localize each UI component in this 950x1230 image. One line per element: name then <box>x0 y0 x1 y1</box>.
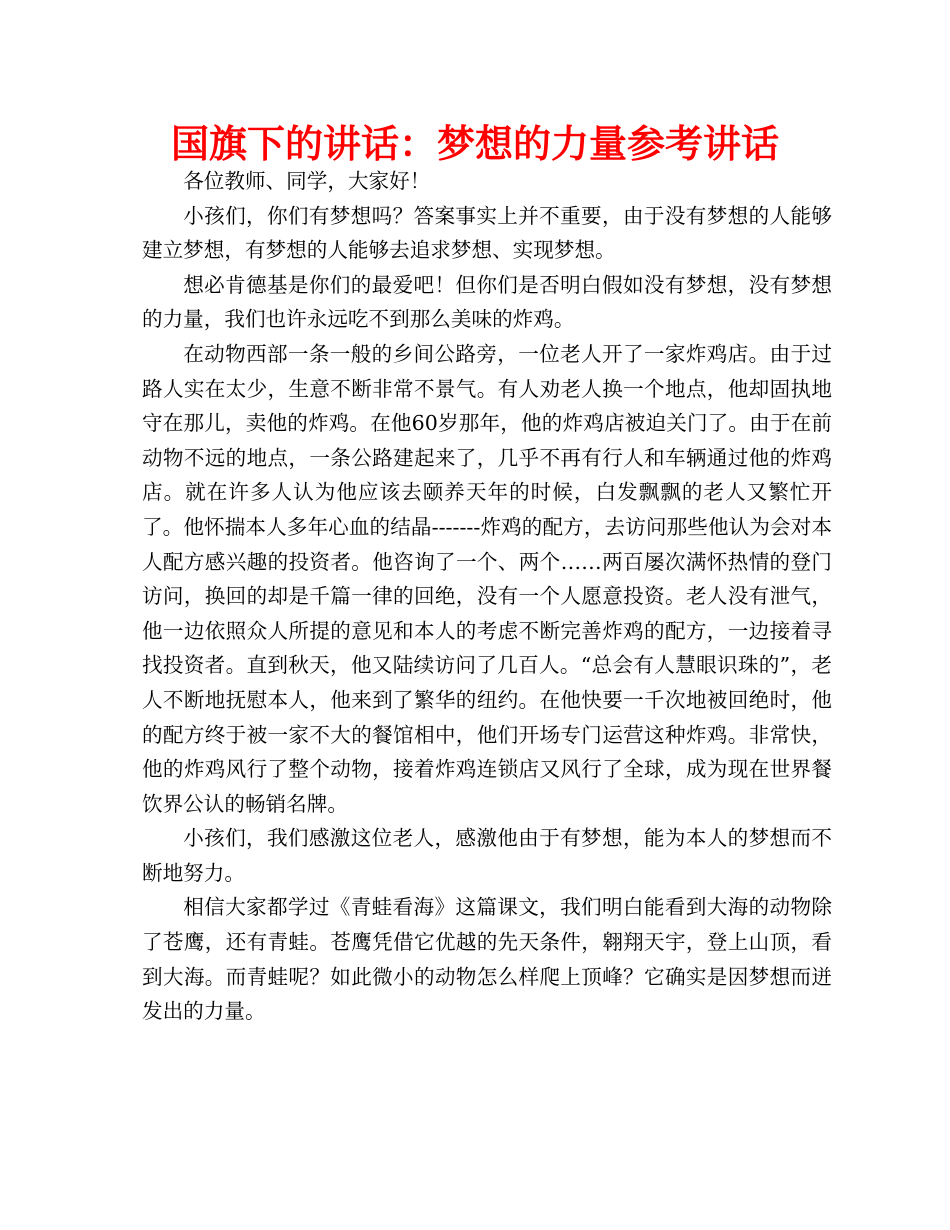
paragraph-old-man-story: 在动物西部一条一般的乡间公路旁，一位老人开了一家炸鸡店。由于过路人实在太少，生意不断非常不景气。有人劝老人换一个地点，他却固执地守在那儿，卖他的炸鸡。在他60岁那年，他的炸鸡店被迫关门了。由于在前动物不远的地点，一条公路建起来了，几乎不再有行人和车辆通过他的炸鸡店。就在许多人认为他应该去颐养天年的时候，白发飘飘的老人又繁忙开了。他怀揣本人多年心血的结晶-------炸鸡的配方，去访问那些他认为会对本人配方感兴趣的投资者。他咨询了一个、两个……两百屡次满怀热情的登门访问，换回的却是千篇一律的回绝，没有一个人愿意投资。老人没有泄气，他一边依照众人所提的意见和本人的考虑不断完善炸鸡的配方，一边接着寻找投资者。直到秋天，他又陆续访问了几百人。“总会有人慧眼识珠的”，老人不断地抚慰本人，他来到了繁华的纽约。在他快要一千次地被回绝时，他的配方终于被一家不大的餐馆相中，他们开场专门运营这种炸鸡。非常快，他的炸鸡风行了整个动物，接着炸鸡连锁店又风行了全球，成为现在世界餐饮界公认的畅销名牌。 <box>142 341 832 816</box>
paragraph-frog-sea: 相信大家都学过《青蛙看海》这篇课文，我们明白能看到大海的动物除了苍鹰，还有青蛙。苍鹰凭借它优越的先天条件，翱翔天宇，登上山顶，看到大海。而青蛙呢？如此微小的动物怎么样爬上顶峰？它确实是因梦想而迸发出的力量。 <box>142 895 832 1024</box>
paragraph-dream-question: 小孩们，你们有梦想吗？答案事实上并不重要，由于没有梦想的人能够建立梦想，有梦想的人能够去追求梦想、实现梦想。 <box>142 203 832 263</box>
page-title: 国旗下的讲话：梦想的力量参考讲话 <box>170 122 779 166</box>
document-body <box>142 164 832 1029</box>
paragraph-greeting: 各位教师、同学，大家好！ <box>183 169 431 193</box>
paragraph-gratitude: 小孩们，我们感激这位老人，感激他由于有梦想，能为本人的梦想而不断地努力。 <box>142 826 832 885</box>
paragraph-kfc: 想必肯德基是你们的最爱吧！但你们是否明白假如没有梦想，没有梦想的力量，我们也许永远吃不到那么美味的炸鸡。 <box>142 272 832 332</box>
